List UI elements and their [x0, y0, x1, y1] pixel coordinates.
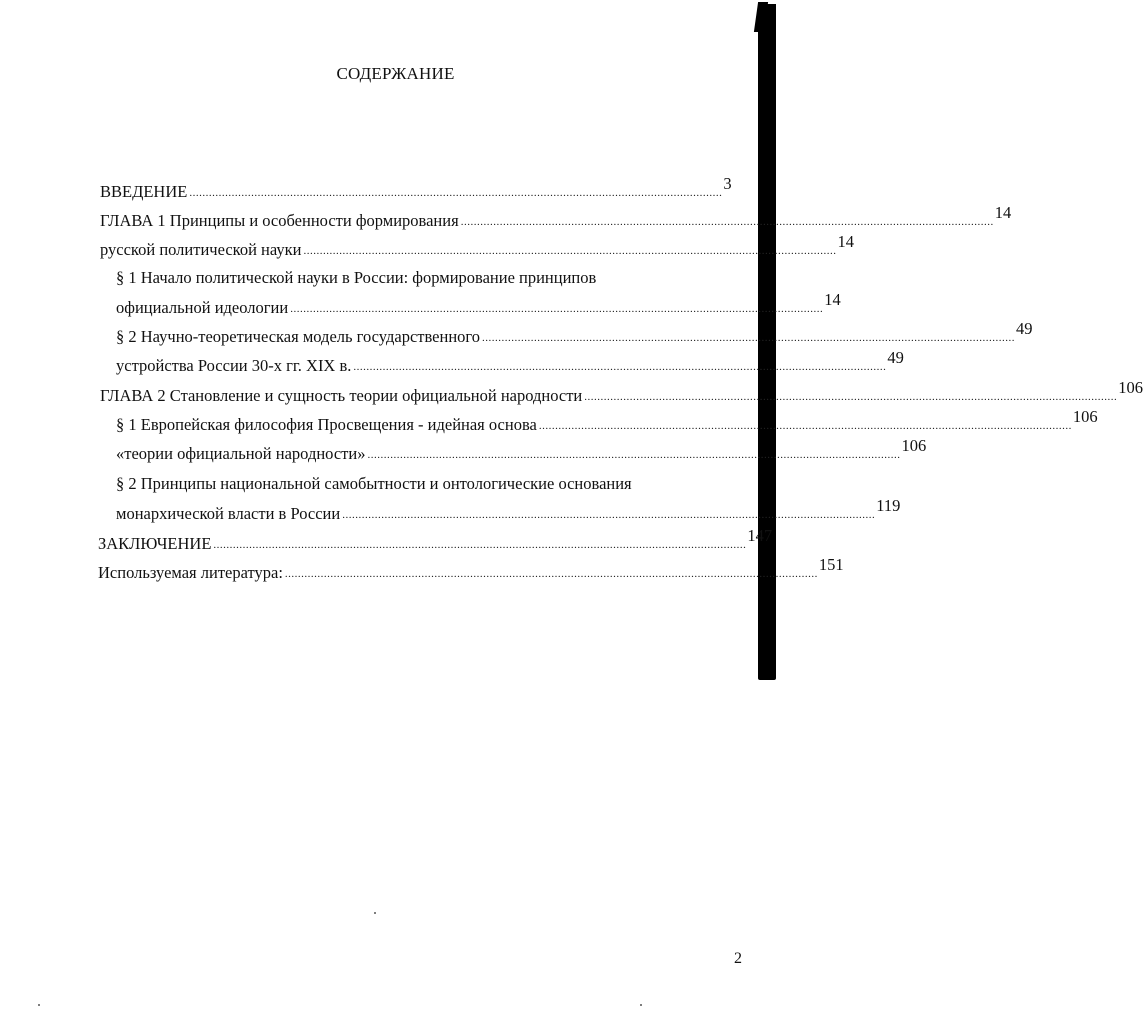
dot-leader: ....................................................................................................................................................................	[460, 216, 994, 228]
dot-leader: ....................................................................................................................................................................	[367, 449, 901, 461]
toc-entry-page: 49	[1016, 319, 1033, 338]
toc-entry-label: монархической власти в России	[116, 504, 341, 523]
toc-entry-section-2-1[interactable]	[116, 407, 1098, 435]
toc-entry-label: «теории официальной народности»	[116, 444, 366, 463]
dot-leader: ....................................................................................................................................................................	[189, 187, 723, 199]
toc-entry-page: 147	[747, 526, 773, 545]
toc-entry-section-1-1[interactable]: § 1 Начало политической науки в России: формирование принципов	[116, 268, 597, 287]
toc-entry-page: 106	[1072, 407, 1098, 426]
dot-leader: ....................................................................................................................................................................	[584, 391, 1118, 403]
toc-entry-label: § 2 Научно-теоретическая модель государственного	[116, 327, 481, 346]
toc-entry-section-1-1-cont[interactable]	[116, 290, 841, 318]
dot-leader: ....................................................................................................................................................................	[538, 420, 1072, 432]
toc-entry-label: ГЛАВА 1 Принципы и особенности формирования	[100, 211, 459, 230]
dot-leader: ....................................................................................................................................................................	[353, 361, 887, 373]
toc-entry-label: официальной идеологии	[116, 298, 289, 317]
toc-entry-introduction[interactable]	[100, 174, 732, 202]
dot-leader: ....................................................................................................................................................................	[284, 568, 818, 580]
scan-speck	[640, 1004, 642, 1006]
dot-leader: ....................................................................................................................................................................	[290, 303, 824, 315]
toc-entry-page: 106	[1118, 378, 1143, 397]
toc-entry-label: Используемая литература:	[98, 563, 283, 582]
toc-entry-label: ЗАКЛЮЧЕНИЕ	[98, 534, 212, 553]
scan-speck	[38, 1004, 40, 1006]
dot-leader: ....................................................................................................................................................................	[482, 332, 1016, 344]
toc-entry-chapter-1-cont[interactable]	[100, 232, 854, 260]
page-number: 2	[734, 950, 742, 967]
toc-entry-section-1-2[interactable]	[116, 319, 1033, 347]
scan-speck	[374, 912, 376, 914]
toc-entry-page: 14	[837, 232, 854, 251]
page-title: СОДЕРЖАНИЕ	[336, 64, 455, 83]
toc-entry-conclusion[interactable]	[98, 526, 773, 554]
dot-leader: ....................................................................................................................................................................	[303, 245, 837, 257]
toc-entry-label: устройства России 30-х гг. XIX в.	[116, 356, 352, 375]
toc-entry-page: 151	[818, 555, 844, 574]
toc-entry-section-2-1-cont[interactable]	[116, 436, 927, 464]
dot-leader: ....................................................................................................................................................................	[342, 509, 876, 521]
toc-entry-page: 14	[824, 290, 841, 309]
toc-entry-chapter-1[interactable]	[100, 203, 1012, 231]
toc-entry-section-2-2[interactable]: § 2 Принципы национальной самобытности и онтологические основания	[116, 474, 632, 493]
toc-entry-label: русской политической науки	[100, 240, 302, 259]
toc-entry-chapter-2[interactable]	[100, 378, 1143, 406]
toc-entry-label: ВВЕДЕНИЕ	[100, 182, 188, 201]
toc-entry-bibliography[interactable]	[98, 555, 844, 583]
toc-entry-label: § 1 Европейская философия Просвещения - идейная основа	[116, 415, 537, 434]
toc-entry-page: 106	[901, 436, 927, 455]
toc-entry-section-2-2-cont[interactable]	[116, 496, 901, 524]
toc-entry-section-1-2-cont[interactable]	[116, 348, 904, 376]
toc-entry-page: 119	[876, 496, 901, 515]
dot-leader: ....................................................................................................................................................................	[213, 539, 747, 551]
toc-entry-page: 14	[994, 203, 1012, 222]
toc-entry-page: 49	[887, 348, 904, 367]
toc-entry-label: ГЛАВА 2 Становление и сущность теории официальной народности	[100, 386, 583, 405]
toc-entry-page: 3	[723, 174, 732, 193]
